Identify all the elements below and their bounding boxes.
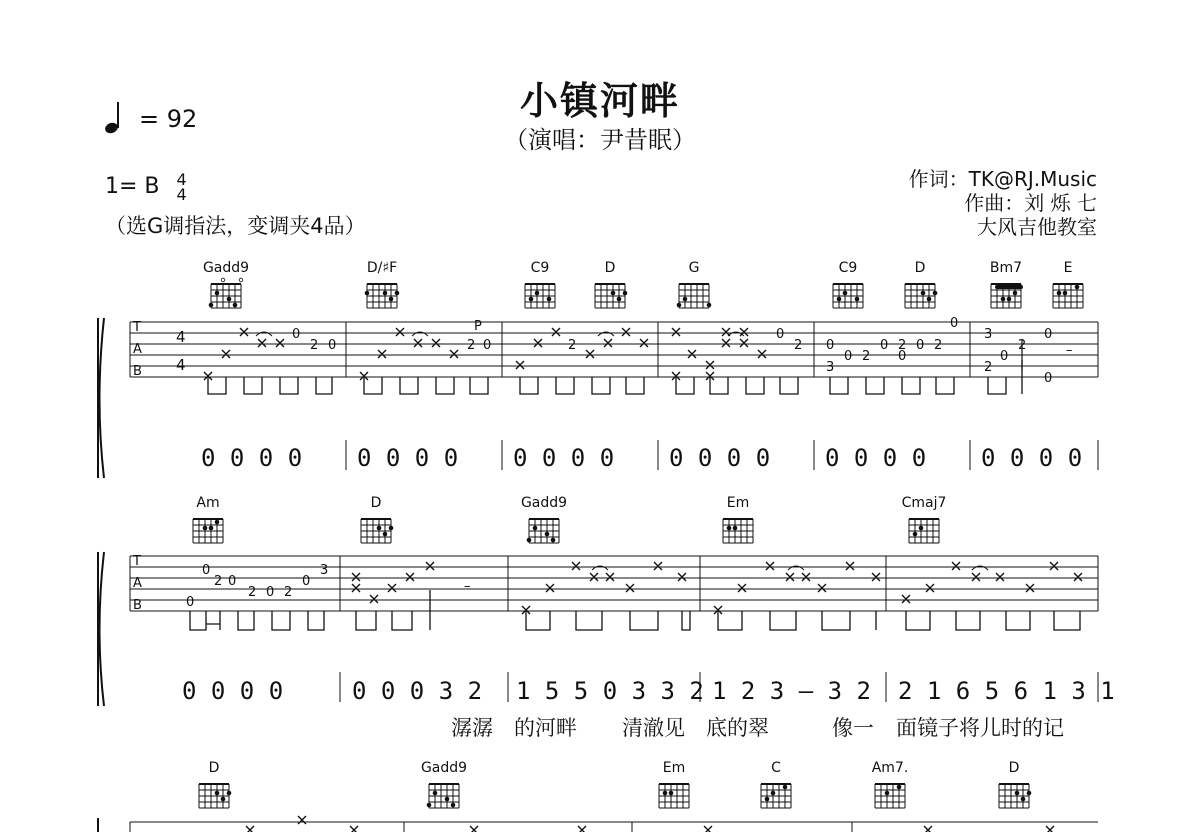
- svg-text:0: 0: [328, 338, 337, 353]
- fretboard-icon: [869, 776, 911, 810]
- svg-text:B: B: [133, 364, 142, 379]
- key-label: 1= B: [105, 174, 160, 199]
- tempo-value: = 92: [139, 105, 198, 133]
- svg-text:0: 0: [1000, 349, 1009, 364]
- svg-text:0: 0: [202, 563, 211, 578]
- chord-name: Am: [196, 495, 220, 511]
- svg-text:0: 0: [1044, 327, 1053, 342]
- chord-name: D/♯F: [366, 260, 398, 276]
- svg-text:4: 4: [176, 356, 186, 374]
- chord-name: Em: [662, 760, 686, 776]
- lyric-text: 的河畔: [514, 716, 577, 740]
- fretboard-icon: [903, 511, 945, 545]
- chord-diagram: [414, 760, 474, 810]
- svg-text:0: 0: [950, 316, 959, 331]
- svg-text:2: 2: [310, 338, 319, 353]
- svg-text:P: P: [474, 319, 482, 334]
- chord-name: C9: [530, 260, 550, 276]
- chord-diagram: [184, 760, 244, 810]
- chord-diagram: [894, 495, 954, 545]
- svg-text:0: 0: [880, 338, 889, 353]
- lyricist-credit: 作词：TK@RJ.Music: [908, 167, 1097, 191]
- chord-diagram: [644, 760, 704, 810]
- chord-name: D: [914, 260, 926, 276]
- svg-text:2: 2: [984, 360, 993, 375]
- time-bottom: 4: [176, 185, 187, 204]
- svg-text:0: 0: [483, 338, 492, 353]
- jianpu-measure: 1 2 3 — 3 2: [712, 677, 871, 705]
- svg-text:2: 2: [214, 574, 223, 589]
- chord-name: D: [1008, 760, 1020, 776]
- chord-name: Gadd9: [420, 760, 468, 776]
- svg-text:0: 0: [776, 327, 785, 342]
- chord-diagram: [746, 760, 806, 810]
- chord-diagram: [708, 495, 768, 545]
- lyric-text: 像一: [832, 716, 874, 740]
- chord-name: D: [604, 260, 616, 276]
- svg-text:0: 0: [916, 338, 925, 353]
- fretboard-icon: [755, 776, 797, 810]
- lyric-text: 底的翠: [706, 716, 769, 740]
- song-title: 小镇河畔: [519, 79, 680, 123]
- svg-text:2: 2: [284, 585, 293, 600]
- jianpu-measure: 0 0 0 0: [357, 444, 459, 472]
- svg-text:2: 2: [794, 338, 803, 353]
- tab-letter: T: [133, 320, 141, 335]
- fretboard-icon: [187, 511, 229, 545]
- composer-credit: 作曲：刘 烁 七: [964, 191, 1097, 215]
- fretboard-icon: [355, 511, 397, 545]
- svg-text:A: A: [133, 342, 142, 357]
- chord-diagram: [346, 495, 406, 545]
- time-top: 4: [176, 170, 187, 189]
- svg-text:T: T: [133, 554, 141, 569]
- svg-text:2: 2: [467, 338, 476, 353]
- svg-text:0: 0: [826, 338, 835, 353]
- singer-line: （演唱：尹昔眠）: [504, 126, 696, 154]
- lyric-text: 清澈见: [622, 716, 685, 740]
- svg-text:2: 2: [568, 338, 577, 353]
- svg-text:2: 2: [248, 585, 257, 600]
- chord-name: Bm7: [989, 260, 1023, 276]
- svg-text:4: 4: [176, 328, 186, 346]
- chord-name: Em: [726, 495, 750, 511]
- svg-text:–: –: [1066, 343, 1073, 358]
- chord-diagram: [178, 495, 238, 545]
- studio-credit: 大风吉他教室: [977, 215, 1097, 239]
- fretboard-icon: [423, 776, 465, 810]
- chord-name: Cmaj7: [901, 495, 947, 511]
- chord-name: Am7.: [871, 760, 909, 776]
- svg-text:0: 0: [186, 595, 195, 610]
- chord-name: C9: [838, 260, 858, 276]
- svg-text:0: 0: [898, 349, 907, 364]
- chord-name: G: [688, 260, 700, 276]
- fretboard-icon: [523, 511, 565, 545]
- jianpu-measure: 0 0 0 0: [513, 444, 615, 472]
- jianpu-measure: 0 0 0 0: [182, 677, 284, 705]
- svg-text:–: –: [464, 579, 471, 594]
- fretboard-icon: [653, 776, 695, 810]
- chord-name: C: [771, 760, 781, 776]
- chord-diagram: [860, 760, 920, 810]
- svg-text:0: 0: [1044, 371, 1053, 386]
- jianpu-measure: 0 0 0 0: [981, 444, 1083, 472]
- jianpu-measure: 0 0 0 3 2: [352, 677, 483, 705]
- svg-text:0: 0: [302, 574, 311, 589]
- svg-text:0: 0: [844, 349, 853, 364]
- svg-text:B: B: [133, 598, 142, 613]
- chord-name: E: [1063, 260, 1073, 276]
- chord-name: D: [208, 760, 220, 776]
- svg-text:A: A: [133, 576, 142, 591]
- svg-text:0: 0: [266, 585, 275, 600]
- svg-text:2: 2: [934, 338, 943, 353]
- svg-text:2: 2: [898, 338, 907, 353]
- svg-text:3: 3: [826, 360, 835, 375]
- chord-diagram: [514, 495, 574, 545]
- lyric-text: 面镜子将儿时的记: [896, 716, 1064, 740]
- jianpu-measure: 0 0 0 0: [669, 444, 771, 472]
- fretboard-icon: [193, 776, 235, 810]
- chord-name: Gadd9: [202, 260, 250, 276]
- fretboard-icon: [993, 776, 1035, 810]
- chord-name: Gadd9: [520, 495, 568, 511]
- jianpu-measure: 2 1 6 5 6 1 3 1: [898, 677, 1115, 705]
- svg-text:2: 2: [1018, 338, 1027, 353]
- svg-text:0: 0: [292, 327, 301, 342]
- svg-text:0: 0: [228, 574, 237, 589]
- svg-text:2: 2: [862, 349, 871, 364]
- jianpu-measure: 0 0 0 0: [825, 444, 927, 472]
- capo-note: （选G调指法，变调夹4品）: [105, 214, 366, 238]
- fretboard-icon: [717, 511, 759, 545]
- jianpu-measure: 1 5 5 0 3 3 2: [516, 677, 704, 705]
- chord-diagram: [984, 760, 1044, 810]
- lyric-text: 潺潺: [451, 716, 493, 740]
- jianpu-measure: 0 0 0 0: [201, 444, 303, 472]
- svg-text:3: 3: [320, 563, 329, 578]
- svg-text:3: 3: [984, 327, 993, 342]
- chord-name: D: [370, 495, 382, 511]
